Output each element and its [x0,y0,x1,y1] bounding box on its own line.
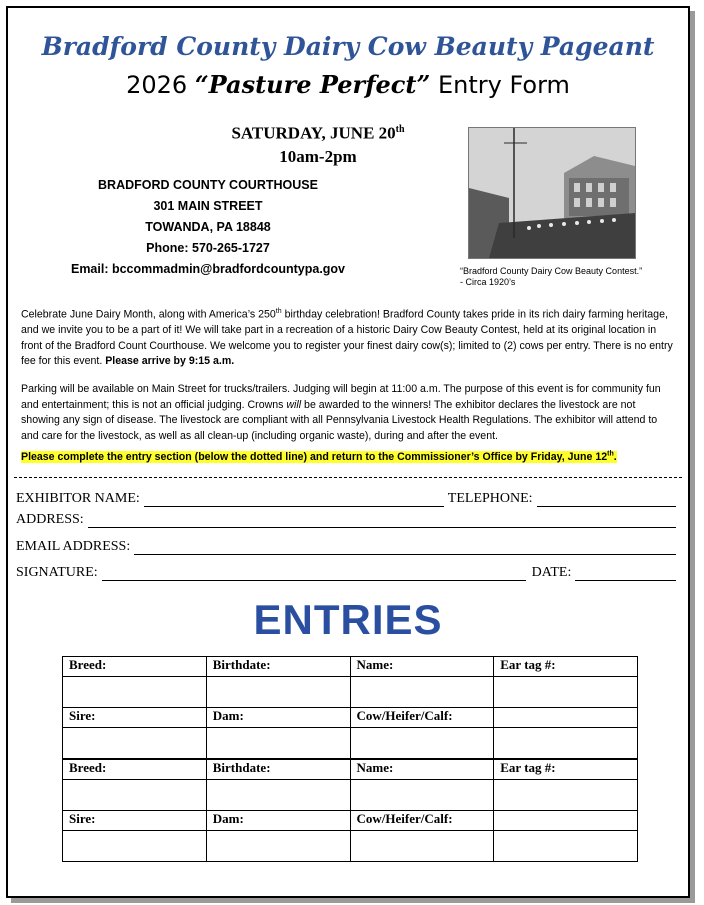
address-field[interactable] [88,513,676,528]
entry1-extra-label [494,708,638,728]
signature-row [16,565,676,581]
intro-paragraph [21,304,673,370]
entry2-type-cell[interactable] [350,831,494,862]
entry1-input-row [63,677,638,708]
entries-table [62,656,638,862]
telephone-label: TELEPHONE: [447,491,533,506]
historic-street-photo-image [469,128,635,258]
location-city: TOWANDA, PA 18848 [145,220,271,234]
entry1-parent-label-row [63,708,638,728]
rules-text-a: Parking will be available on Main Street for trucks/trailers. Judging will begin at 11:00 a.m. The purpose of this event is for community fun and entertainment; this is not an official judging. Crowns [21,383,661,411]
pageant-title: Bradford County Dairy Cow Beauty Pageant [41,32,655,61]
entry-form-page [6,6,690,898]
entry1-eartag-cell[interactable] [494,677,638,708]
telephone-field[interactable] [537,492,676,507]
entry2-dam-label: Dam: [206,811,350,831]
photo-caption-title: “Bradford County Dairy Cow Beauty Contest.” [460,266,643,276]
entry1-sire-label: Sire: [63,708,207,728]
form-subtitle [8,70,688,99]
entry1-type-cell[interactable] [350,728,494,760]
entry2-eartag-label: Ear tag #: [494,759,638,780]
rules-paragraph [21,382,673,444]
return-notice-text: Please complete the entry section (below the dotted line) and return to the Commissioner’s Office by Friday, June 12 [21,450,608,463]
return-notice-end: . [613,450,617,463]
entry2-parent-input-row [63,831,638,862]
location-name: BRADFORD COUNTY COURTHOUSE [98,178,318,192]
entry1-parent-input-row [63,728,638,760]
arrival-time-note: Please arrive by 9:15 a.m. [105,355,235,368]
entry1-breed-label: Breed: [63,657,207,677]
entry2-eartag-cell[interactable] [494,780,638,811]
location-email: Email: bccommadmin@bradfordcountypa.gov [70,262,346,276]
address-row [16,512,676,528]
return-notice [21,446,673,465]
entry2-input-row [63,780,638,811]
photo-caption-date: - Circa 1920’s [460,277,516,287]
photo-caption [460,266,660,288]
entry1-name-cell[interactable] [350,677,494,708]
event-date: SATURDAY, JUNE 20 [231,123,396,143]
entry2-parent-label-row [63,811,638,831]
intro-text-a: Celebrate June Dairy Month, along with America’s 250 [21,308,276,321]
entry1-eartag-label: Ear tag #: [494,657,638,677]
entry2-breed-cell[interactable] [63,780,207,811]
subtitle-theme: “Pasture Perfect” [194,70,431,99]
entry1-dam-label: Dam: [206,708,350,728]
entry2-label-row [63,759,638,780]
entry1-extra-cell[interactable] [494,728,638,760]
entries-heading: ENTRIES [253,596,443,643]
intro-text-b: birthday celebration! Bradford County takes pride in its rich dairy farming heritage, and we invite you to be a part of it! We will take part in a recreation of a historic Dairy Cow Beauty Contest, held at its original location in front of the Bradford Count Courthouse. We welcome you to register your finest dairy cow(s); limited to (2) cows per entry. There is no entry fee for this event. [21,308,673,368]
entry2-extra-cell[interactable] [494,831,638,862]
entry1-breed-cell[interactable] [63,677,207,708]
rules-emphasis: will [286,398,302,411]
exhibitor-name-field[interactable] [144,492,444,507]
entry1-birthdate-label: Birthdate: [206,657,350,677]
email-label: EMAIL ADDRESS: [16,539,131,554]
date-field[interactable] [575,566,676,581]
entry1-name-label: Name: [350,657,494,677]
return-notice-sup: th [607,450,614,457]
email-field[interactable] [134,540,676,555]
rules-text-b: be awarded to the winners! The exhibitor declares the livestock are not showing any sign of disease. The livestock are compliant with all Pennsylvania Livestock Health Regulations. The exhibitor will attend to and care for the livestock, as well as all clean-up (including organic waste), during and after the event. [21,398,658,442]
exhibitor-row [16,491,676,507]
location-block [48,175,368,280]
event-date-suffix: th [395,124,405,135]
location-street: 301 MAIN STREET [153,199,263,213]
entry1-dam-cell[interactable] [206,728,350,760]
address-label: ADDRESS: [16,512,84,527]
exhibitor-label: EXHIBITOR NAME: [16,491,140,506]
entry2-sire-label: Sire: [63,811,207,831]
entry2-birthdate-cell[interactable] [206,780,350,811]
date-label: DATE: [531,565,572,580]
intro-sup: th [275,308,282,315]
subtitle-year: 2026 [126,71,188,99]
event-time: 10am-2pm [279,146,357,166]
entry1-birthdate-cell[interactable] [206,677,350,708]
signature-field[interactable] [102,566,526,581]
entry2-dam-cell[interactable] [206,831,350,862]
entry2-birthdate-label: Birthdate: [206,759,350,780]
entry2-name-label: Name: [350,759,494,780]
entry2-breed-label: Breed: [63,759,207,780]
entry1-type-label: Cow/Heifer/Calf: [350,708,494,728]
entry2-type-label: Cow/Heifer/Calf: [350,811,494,831]
cut-line [14,477,682,478]
location-phone: Phone: 570-265-1727 [146,241,270,255]
email-row [16,539,676,555]
entry2-sire-cell[interactable] [63,831,207,862]
entry2-extra-label [494,811,638,831]
entry2-name-cell[interactable] [350,780,494,811]
entry1-label-row [63,657,638,677]
historic-photo [468,127,636,259]
event-date-time [188,118,448,168]
subtitle-tail: Entry Form [437,71,570,99]
signature-label: SIGNATURE: [16,565,98,580]
entry1-sire-cell[interactable] [63,728,207,760]
